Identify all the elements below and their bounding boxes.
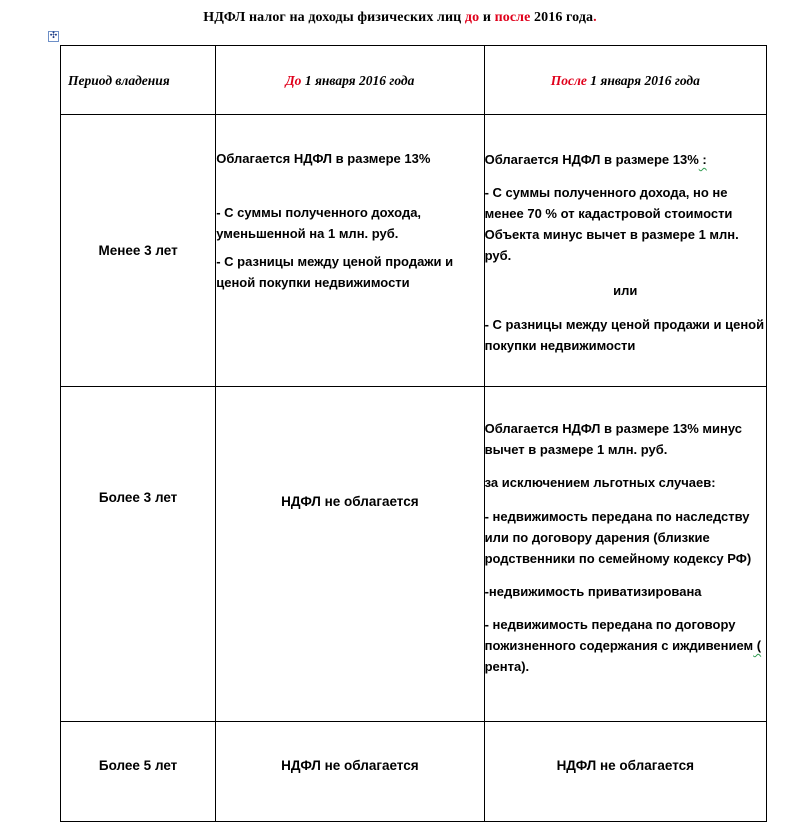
header-after-red: После [550,72,587,88]
row2-after-item3: - недвижимость передана по договору пожизненного содержания с иждивением ( рента). [484,617,762,674]
title-suffix: 2016 года [530,10,594,25]
row2-after-item1: - недвижимость передана по наследству или по договору дарения (близкие родственники по семейному кодексу РФ) [484,509,752,566]
row1-after-line1: Облагается НДФЛ в размере 13% : [484,152,707,167]
table-row [61,722,767,822]
row1-before-line1: Облагается НДФЛ в размере 13% [216,151,431,166]
title-before-word: до [464,10,480,25]
document-title [0,10,800,26]
table-move-handle-icon[interactable]: ✣ [49,31,58,41]
row2-after-exceptions: за исключением льготных случаев: [484,475,716,490]
row2-after-item3-paren: ( [753,638,762,653]
row1-after-item2: - С разницы между ценой продажи и ценой покупки недвижимости [484,317,765,353]
row2-after-item2: -недвижимость приватизирована [484,584,702,599]
header-before [216,46,484,115]
title-dot: . [593,10,597,25]
title-middle: и [479,10,495,25]
row1-before-cell [216,115,484,387]
row1-after-line1-colon: : [698,152,707,167]
table-row [61,115,767,387]
row1-before-item1: - С суммы полученного дохода, уменьшенной на 1 млн. руб. [216,205,422,241]
header-period: Период владения [61,46,216,115]
row1-period: Менее 3 лет [61,115,216,387]
title-prefix: НДФЛ налог на доходы физических лиц [203,10,465,25]
table-header-row [61,46,767,115]
tax-table [60,45,767,822]
row2-after-line1: Облагается НДФЛ в размере 13% минус вычет в размере 1 млн. руб. [484,421,742,457]
header-after-rest: 1 января 2016 года [586,72,700,88]
row2-period: Более 3 лет [61,387,216,722]
row3-after: НДФЛ не облагается [484,722,766,822]
table-row [61,387,767,722]
title-after-word: после [494,10,531,25]
row2-after-cell [484,387,766,722]
header-after [484,46,766,115]
header-before-red: До [285,72,302,88]
row3-period: Более 5 лет [61,722,216,822]
row1-after-cell [484,115,766,387]
row3-before: НДФЛ не облагается [216,722,484,822]
header-before-rest: 1 января 2016 года [301,72,415,88]
row2-before: НДФЛ не облагается [216,387,484,722]
row1-after-or: или [613,283,638,298]
row1-before-item2: - С разницы между ценой продажи и ценой покупки недвижимости [216,254,454,290]
row1-after-item1: - С суммы полученного дохода, но не менее 70 % от кадастровой стоимости Объекта минус вычет в размере 1 млн. руб. [484,185,739,263]
